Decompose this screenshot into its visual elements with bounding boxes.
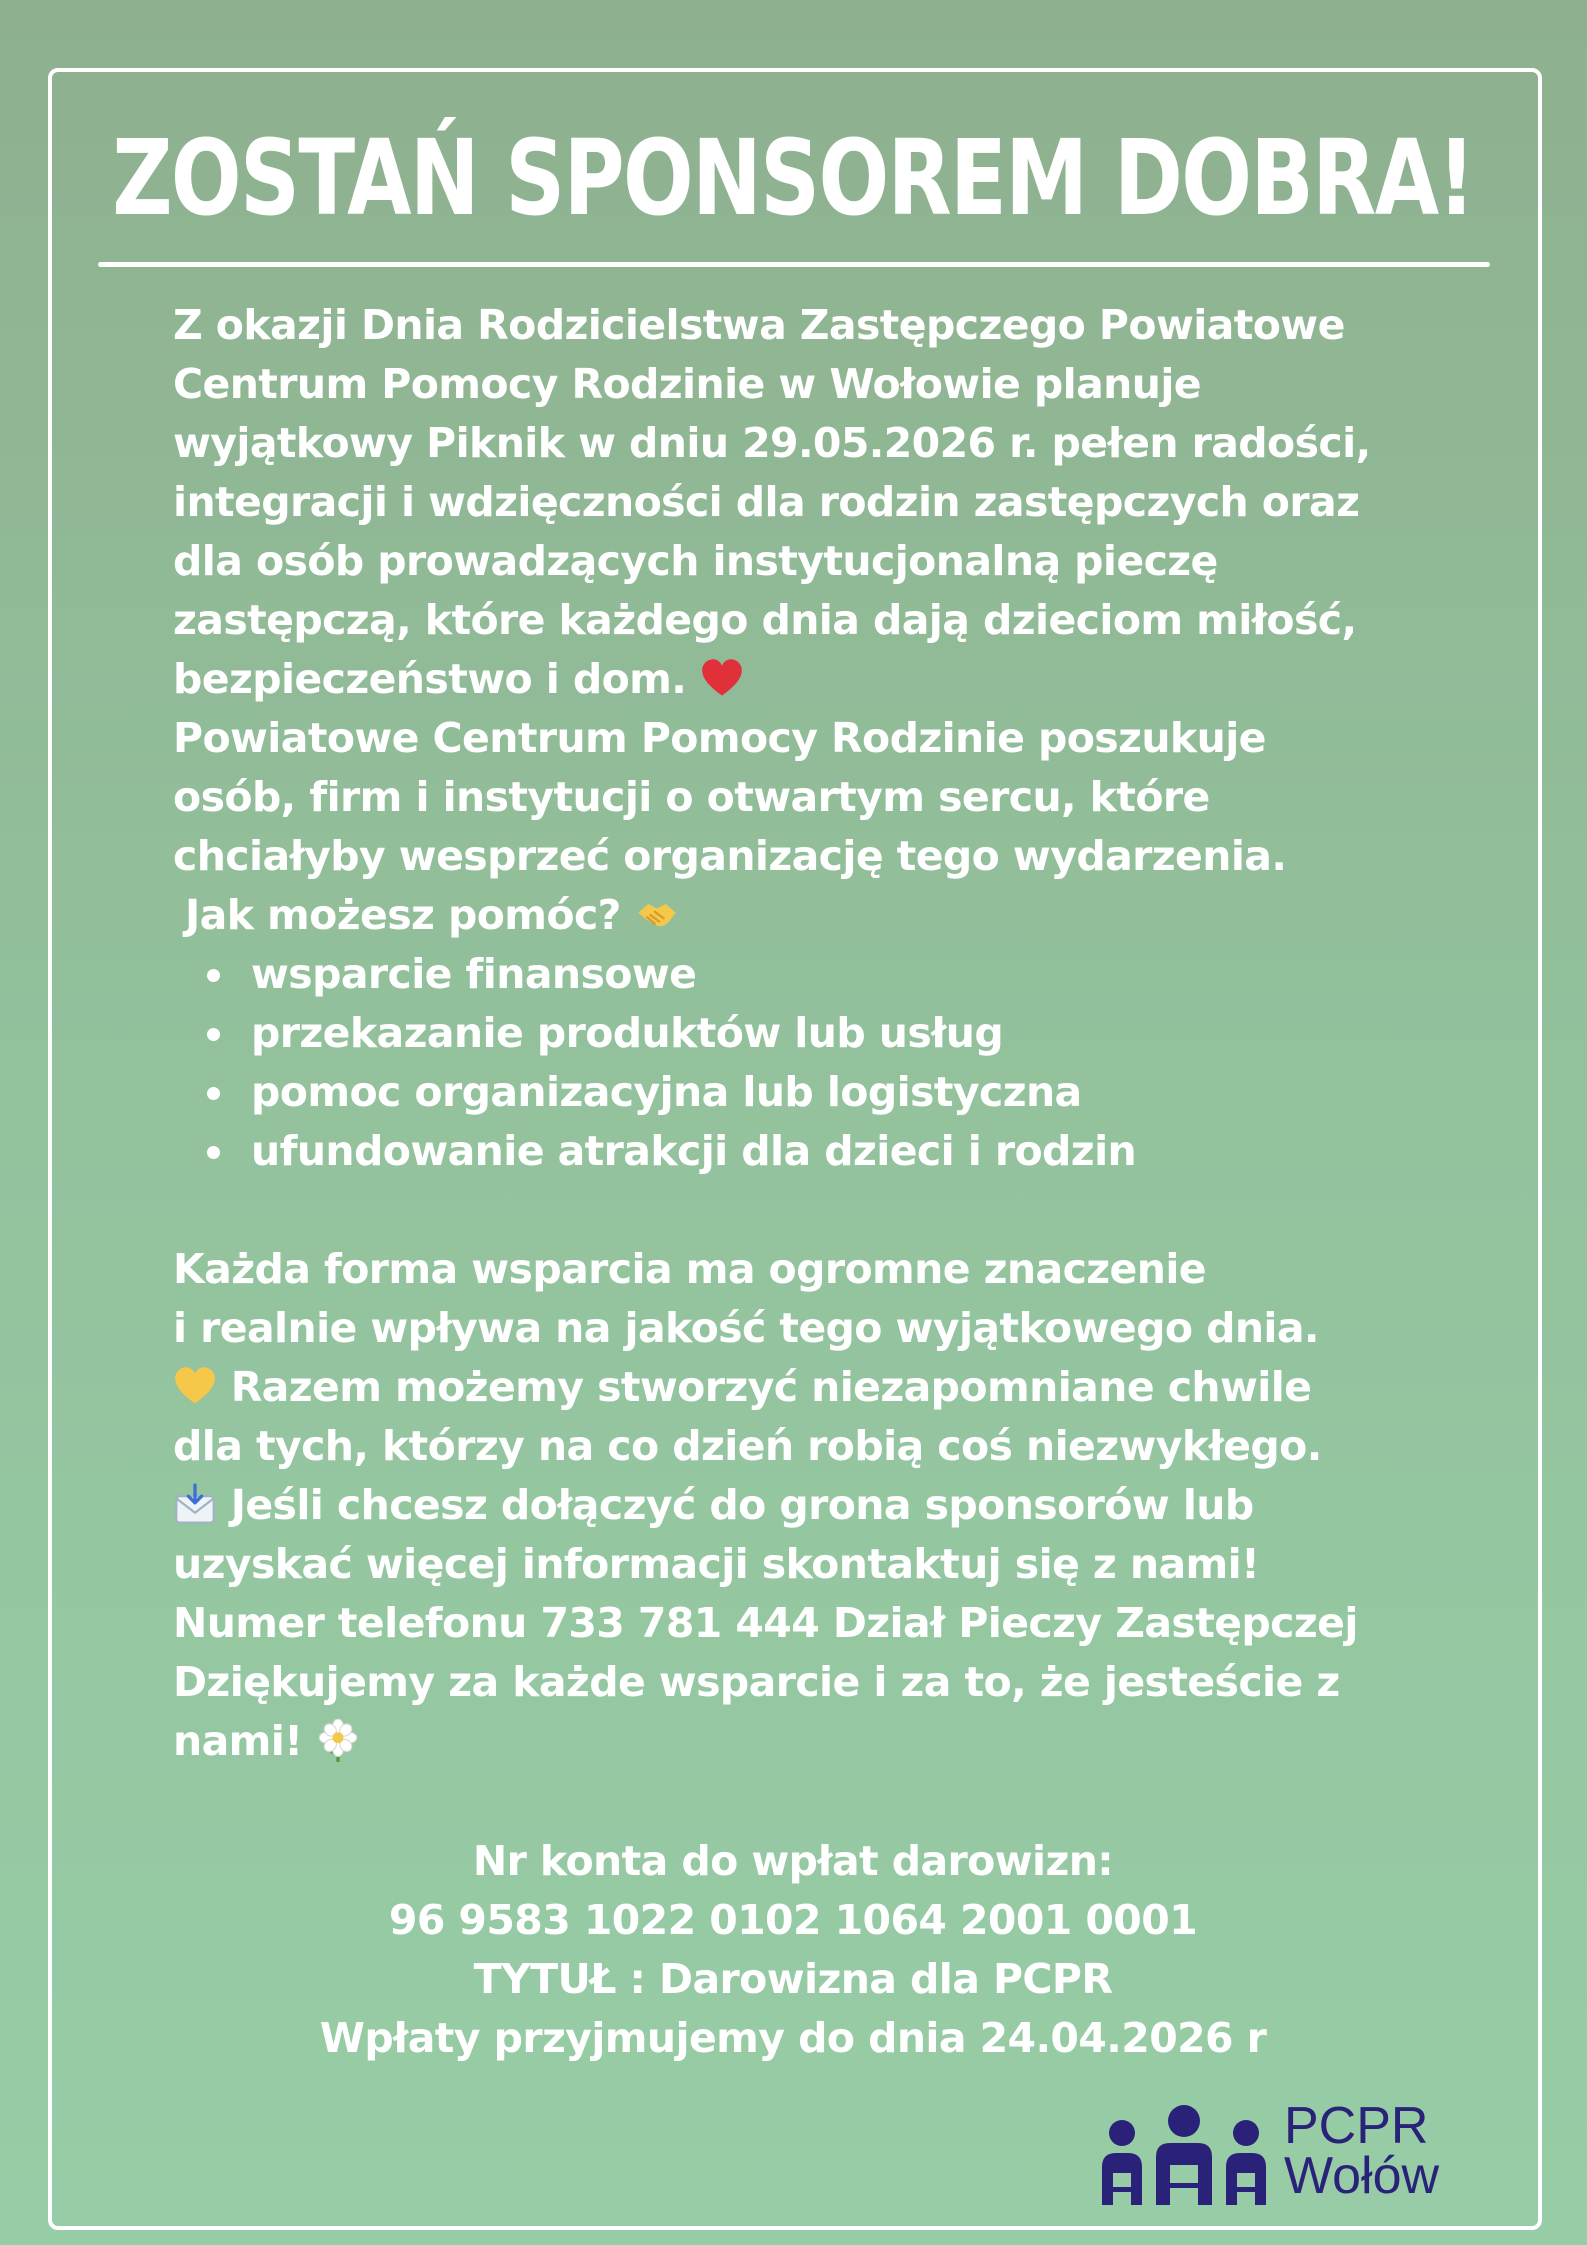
together-line-first <box>173 1358 1423 1417</box>
contact-line: uzyskać więcej informacji skontaktuj się z nami! <box>173 1540 1260 1588</box>
page-title: ZOSTAŃ SPONSOREM DOBRA! <box>112 117 1474 239</box>
deadline: Wpłaty przyjmujemy do dnia 24.04.2026 r <box>319 2014 1267 2062</box>
header <box>48 118 1538 238</box>
yellow-heart-icon <box>173 1365 217 1409</box>
spacer <box>173 1181 1423 1240</box>
list-item: wsparcie finansowe <box>251 945 1423 1004</box>
contact-line-first <box>173 1476 1423 1535</box>
list-item: ufundowanie atrakcji dla dzieci i rodzin <box>251 1122 1423 1181</box>
red-heart-icon <box>700 657 744 701</box>
seek-line: chciałyby wesprzeć organizację tego wydarzenia. <box>173 832 1287 880</box>
list-item: pomoc organizacyjna lub logistyczna <box>251 1063 1423 1122</box>
contact-line-last <box>173 1712 1423 1771</box>
envelope-icon <box>173 1483 217 1527</box>
help-question-line <box>173 886 1423 945</box>
logo-text <box>1284 2097 1440 2205</box>
handshake-icon <box>635 893 679 937</box>
contact-line: Dziękujemy za każde wsparcie i za to, że jesteście z <box>173 1658 1340 1706</box>
flower-icon <box>316 1719 360 1763</box>
bank-label: Nr konta do wpłat darowizn: <box>472 1837 1114 1885</box>
together-line: dla tych, którzy na co dzień robią coś niezwykłego. <box>173 1422 1322 1470</box>
impact-line: i realnie wpływa na jakość tego wyjątkowego dnia. <box>173 1304 1319 1352</box>
seek-line: Powiatowe Centrum Pomocy Rodzinie poszukuje <box>173 714 1266 762</box>
list-item: przekazanie produktów lub usług <box>251 1004 1423 1063</box>
logo-line-1: PCPR <box>1284 2097 1429 2155</box>
seek-line: osób, firm i instytucji o otwartym sercu, które <box>173 773 1210 821</box>
contact-line: Numer telefonu 733 781 444 Dział Pieczy Zastępczej <box>173 1599 1358 1647</box>
intro-line: wyjątkowy Piknik w dniu 29.05.2026 r. pełen radości, <box>173 419 1371 467</box>
intro-line: Z okazji Dnia Rodzicielstwa Zastępczego Powiatowe <box>173 301 1345 349</box>
help-question: Jak możesz pomóc? <box>185 891 621 939</box>
pcpr-logo <box>1100 2097 1520 2205</box>
intro-line-last <box>173 650 1423 709</box>
impact-line: Każda forma wsparcia ma ogromne znaczenie <box>173 1245 1206 1293</box>
account-number: 96 9583 1022 0102 1064 2001 0001 <box>388 1896 1198 1944</box>
intro-line: zastępczą, które każdego dnia dają dzieciom miłość, <box>173 596 1357 644</box>
help-list <box>173 945 1423 1181</box>
contact-line: Jeśli chcesz dołączyć do grona sponsorów lub <box>230 1481 1254 1529</box>
intro-line: integracji i wdzięczności dla rodzin zastępczych oraz <box>173 478 1360 526</box>
family-icon <box>1100 2105 1268 2205</box>
bank-info <box>48 1832 1538 2068</box>
together-line: Razem możemy stworzyć niezapomniane chwile <box>230 1363 1312 1411</box>
transfer-title: TYTUŁ : Darowizna dla PCPR <box>473 1955 1113 2003</box>
title-divider <box>98 262 1490 267</box>
intro-line: bezpieczeństwo i dom. <box>173 655 687 703</box>
intro-line: dla osób prowadzących instytucjonalną pieczę <box>173 537 1218 585</box>
contact-line: nami! <box>173 1717 303 1765</box>
logo-line-2: Wołów <box>1284 2147 1440 2205</box>
main-text <box>173 296 1423 1771</box>
intro-line: Centrum Pomocy Rodzinie w Wołowie planuje <box>173 360 1202 408</box>
